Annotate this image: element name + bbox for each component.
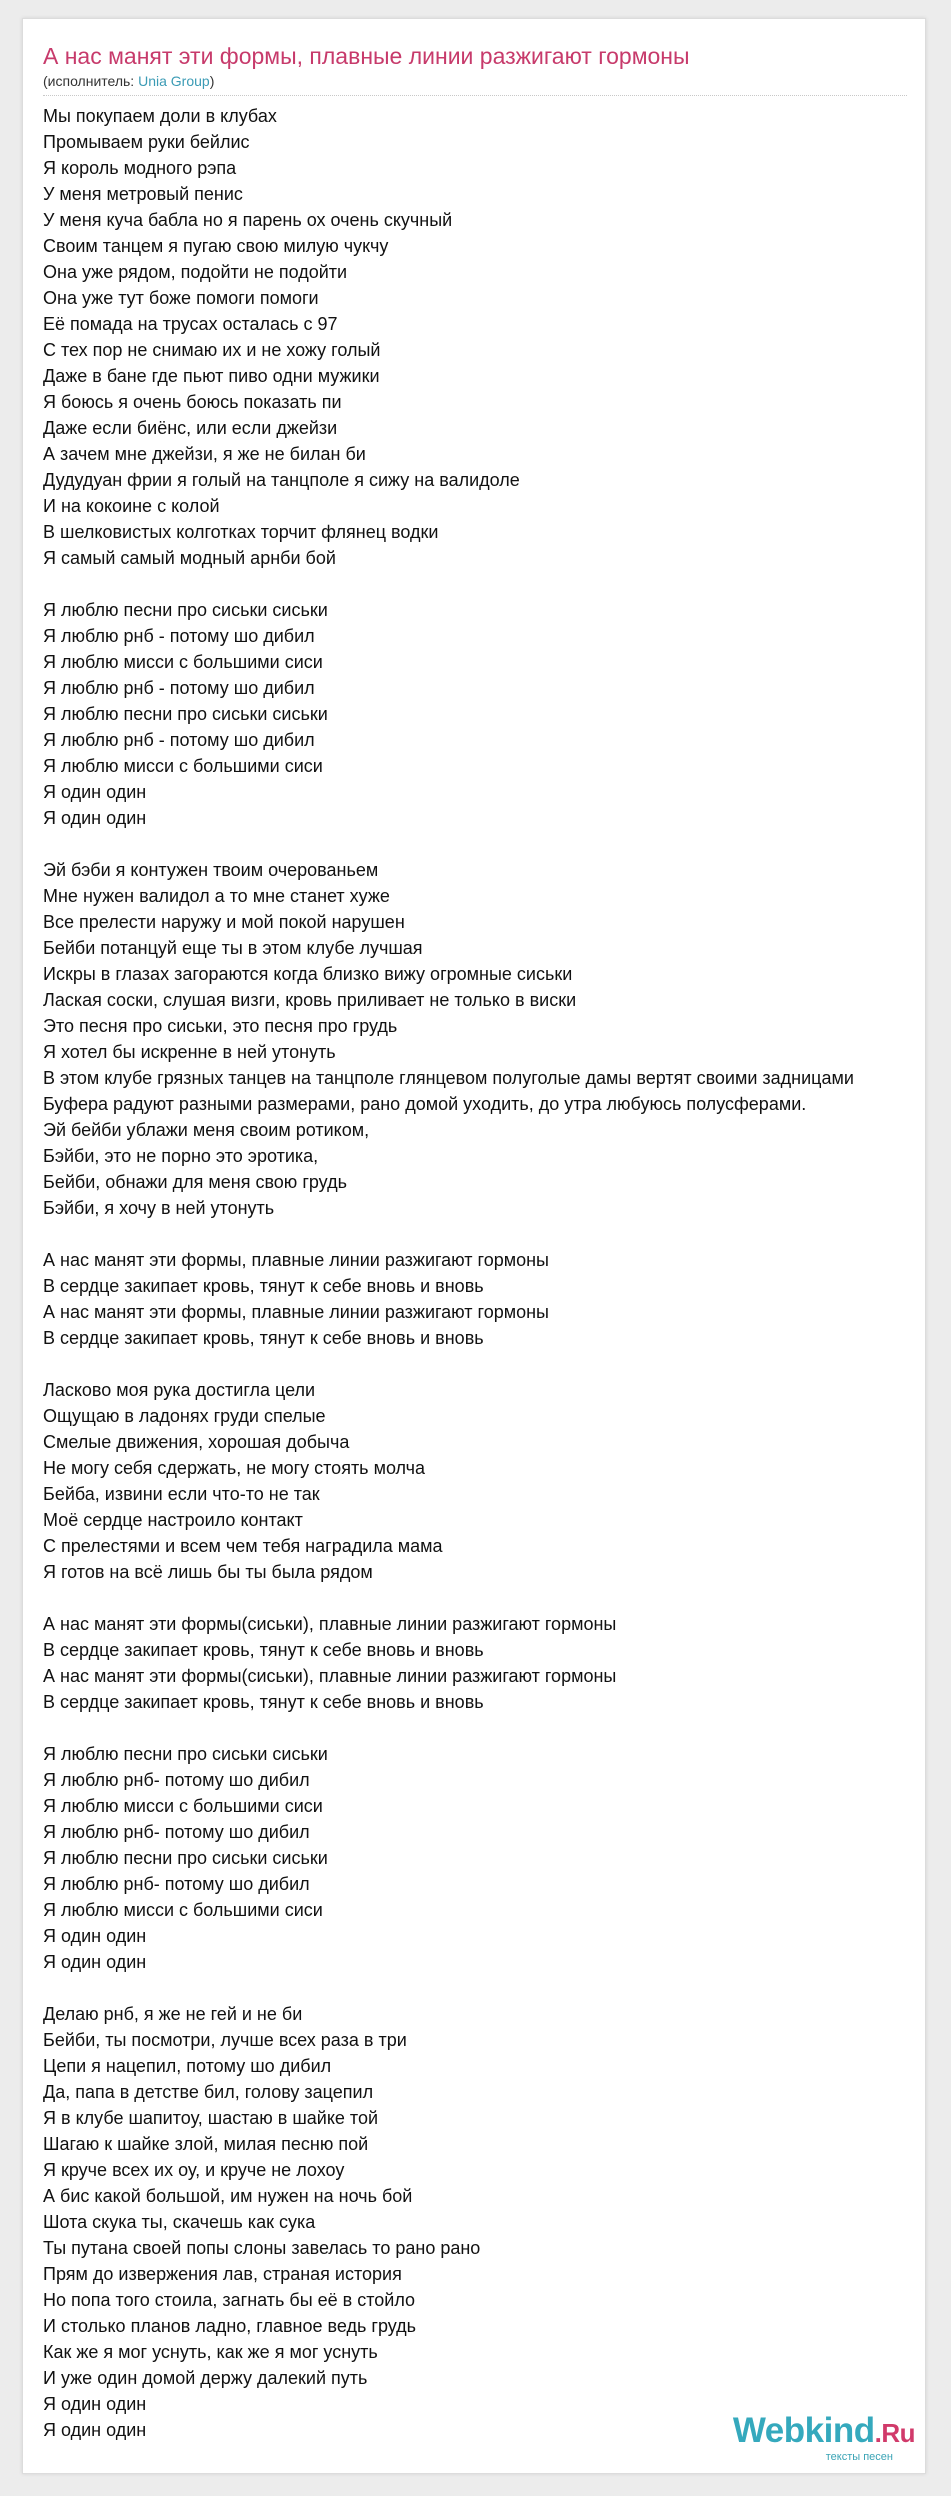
logo-wordmark [733,2411,915,2451]
lyric-line: В сердце закипает кровь, тянут к себе вновь и вновь [43,1692,484,1712]
lyric-line: Она уже рядом, подойти не подойти [43,262,348,282]
lyric-line: Эй бэби я контужен твоим очерованьем [43,860,379,880]
lyric-line: С тех пор не снимаю их и не хожу голый [43,340,381,360]
lyric-line: Шота скука ты, скачешь как сука [43,2212,316,2232]
logo-tagline: тексты песен [825,2451,893,2463]
stanza-break [43,831,926,857]
lyric-line: Буфера радуют разными размерами, рано домой уходить, до утра любуюсь полусферами. [43,1094,807,1114]
lyric-line: Делаю рнб, я же не гей и не би [43,2004,303,2024]
lyric-line: Я люблю рнб- потому шо дибил [43,1770,310,1790]
lyric-line: Я самый самый модный арнби бой [43,548,336,568]
lyric-line: И на кокоине с колой [43,496,220,516]
lyric-line: Бейби, ты посмотри, лучше всех раза в три [43,2030,407,2050]
lyric-line: Эй бейби ублажи меня своим ротиком, [43,1120,370,1140]
lyric-line: Мне нужен валидол а то мне станет хуже [43,886,390,906]
lyric-line: Я люблю рнб- потому шо дибил [43,1822,310,1842]
lyric-line: Это песня про сиськи, это песня про грудь [43,1016,398,1036]
lyric-line: Я люблю мисси с большими сиси [43,1796,323,1816]
lyric-line: В сердце закипает кровь, тянут к себе вновь и вновь [43,1328,484,1348]
lyric-line: Ты путана своей попы слоны завелась то рано рано [43,2238,481,2258]
lyric-line: Мы покупаем доли в клубах [43,106,277,126]
stanza-break [43,1715,926,1741]
stanza-break [43,571,926,597]
lyric-line: В сердце закипает кровь, тянут к себе вновь и вновь [43,1276,484,1296]
lyric-line: В этом клубе грязных танцев на танцполе глянцевом полуголые дамы вертят своими задницами [43,1068,854,1088]
title-divider [43,95,907,96]
lyric-line: Да, папа в детстве бил, голову зацепил [43,2082,374,2102]
lyric-line: И столько планов ладно, главное ведь грудь [43,2316,417,2336]
stanza-break [43,1221,926,1247]
lyric-line: С прелестями и всем чем тебя наградила мама [43,1536,443,1556]
lyric-line: Искры в глазах загораются когда близко вижу огромные сиськи [43,964,573,984]
lyric-line: Не могу себя сдержать, не могу стоять молча [43,1458,426,1478]
lyric-line: Бэйби, я хочу в ней утонуть [43,1198,275,1218]
lyric-line: Я люблю песни про сиськи сиськи [43,1744,328,1764]
lyric-line: Как же я мог уснуть, как же я мог уснуть [43,2342,378,2362]
lyric-line: Я один один [43,808,147,828]
lyric-line: Лаская соски, слушая визги, кровь приливает не только в виски [43,990,577,1010]
logo-ru: .Ru [874,2418,915,2448]
lyric-line: В сердце закипает кровь, тянут к себе вновь и вновь [43,1640,484,1660]
lyric-line: Она уже тут боже помоги помоги [43,288,319,308]
lyric-line: Промываем руки бейлис [43,132,250,152]
lyric-line: Я люблю песни про сиськи сиськи [43,704,328,724]
lyric-line: Я люблю рнб - потому шо дибил [43,730,315,750]
lyric-line: Бейба, извини если что-то не так [43,1484,320,1504]
lyric-line: У меня куча бабла но я парень ох очень скучный [43,210,453,230]
lyric-line: Я король модного рэпа [43,158,237,178]
lyric-line: Шагаю к шайке злой, милая песню пой [43,2134,369,2154]
lyric-line: Своим танцем я пугаю свою милую чукчу [43,236,389,256]
lyric-line: Моё сердце настроило контакт [43,1510,303,1530]
artist-line [43,73,214,89]
lyrics-text [43,103,926,2443]
lyric-line: В шелковистых колготках торчит флянец водки [43,522,439,542]
stanza-break [43,1351,926,1377]
lyric-line: Ощущаю в ладонях груди спелые [43,1406,326,1426]
lyric-line: Я один один [43,1926,147,1946]
lyric-line: Даже в бане где пьют пиво одни мужики [43,366,380,386]
lyrics-card [22,18,926,2474]
lyric-line: Я люблю мисси с большими сиси [43,756,323,776]
lyric-line: Прям до извержения лав, страная история [43,2264,402,2284]
lyric-line: Я один один [43,2420,147,2440]
lyric-line: Ласково моя рука достигла цели [43,1380,316,1400]
artist-link[interactable]: Unia Group [138,73,210,89]
lyric-line: Смелые движения, хорошая добыча [43,1432,350,1452]
lyric-line: Бейби потанцуй еще ты в этом клубе лучшая [43,938,423,958]
lyric-line: Я люблю рнб - потому шо дибил [43,626,315,646]
lyric-line: Цепи я нацепил, потому шо дибил [43,2056,332,2076]
lyric-line: Я люблю песни про сиськи сиськи [43,1848,328,1868]
lyric-line: Я один один [43,2394,147,2414]
lyric-line: А нас манят эти формы, плавные линии разжигают гормоны [43,1302,549,1322]
lyric-line: Я люблю мисси с большими сиси [43,652,323,672]
stanza-break [43,1585,926,1611]
lyric-line: Все прелести наружу и мой покой нарушен [43,912,405,932]
lyric-line: Я люблю рнб- потому шо дибил [43,1874,310,1894]
lyric-line: Дудудуан фрии я голый на танцполе я сижу на валидоле [43,470,520,490]
lyric-line: Её помада на трусах осталась с 97 [43,314,338,334]
artist-suffix: ) [209,73,215,89]
lyric-line: А нас манят эти формы(сиськи), плавные линии разжигают гормоны [43,1614,617,1634]
lyric-line: Я один один [43,1952,147,1972]
lyric-line: А нас манят эти формы, плавные линии разжигают гормоны [43,1250,549,1270]
lyric-line: А нас манят эти формы(сиськи), плавные линии разжигают гормоны [43,1666,617,1686]
artist-prefix: (исполнитель: [43,73,139,89]
lyric-line: Бейби, обнажи для меня свою грудь [43,1172,347,1192]
lyric-line: Но попа того стоила, загнать бы её в стойло [43,2290,416,2310]
lyric-line: Я люблю рнб - потому шо дибил [43,678,315,698]
lyric-line: Я круче всех их оу, и круче не лохоу [43,2160,345,2180]
lyric-line: Даже если биёнс, или если джейзи [43,418,338,438]
lyric-line: Я хотел бы искренне в ней утонуть [43,1042,336,1062]
lyric-line: Я один один [43,782,147,802]
lyric-line: Я готов на всё лишь бы ты была рядом [43,1562,373,1582]
webkind-logo[interactable] [715,2411,915,2465]
lyric-line: Бэйби, это не порно это эротика, [43,1146,319,1166]
song-title: А нас манят эти формы, плавные линии разжигают гормоны [43,43,690,69]
lyric-line: У меня метровый пенис [43,184,243,204]
lyric-line: Я люблю песни про сиськи сиськи [43,600,328,620]
logo-web: Web [732,2411,805,2450]
stanza-break [43,1975,926,2001]
lyric-line: Я люблю мисси с большими сиси [43,1900,323,1920]
lyric-line: И уже один домой держу далекий путь [43,2368,368,2388]
lyric-line: А бис какой большой, им нужен на ночь бой [43,2186,413,2206]
lyric-line: А зачем мне джейзи, я же не билан би [43,444,366,464]
lyric-line: Я в клубе шапитоу, шастаю в шайке той [43,2108,379,2128]
lyric-line: Я боюсь я очень боюсь показать пи [43,392,342,412]
logo-kind: kind [804,2411,875,2450]
